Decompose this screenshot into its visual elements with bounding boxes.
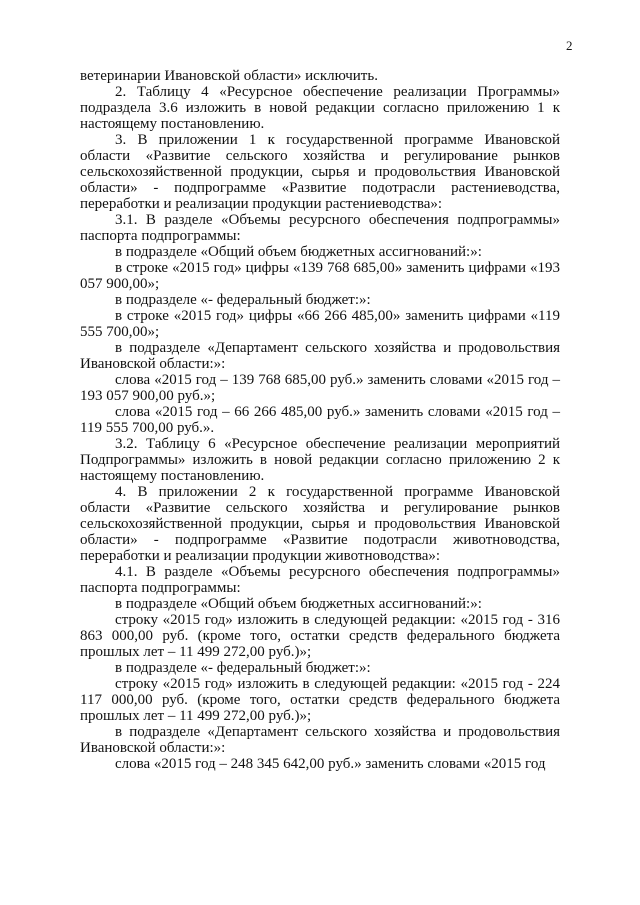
paragraph: в подразделе «Общий объем бюджетных ассигнований:»: bbox=[115, 244, 482, 260]
document-body bbox=[80, 68, 560, 772]
paragraph: строку «2015 год» изложить в следующей редакции: «2015 год - 224 117 000,00 руб. (кроме того, остатки средств федерального бюджета прошлых лет – 11 499 272,00 руб.)»; bbox=[80, 676, 560, 724]
paragraph-item-4: 4. В приложении 2 к государственной программе Ивановской области «Развитие сельского хозяйства и регулирование рынков сельскохозяйственной продукции, сырья и продовольствия Ивановской области» - подпрограмме «Развитие подотрасли животноводства, переработки и реализации продукции животноводства»: bbox=[80, 484, 560, 564]
paragraph: в подразделе «- федеральный бюджет:»: bbox=[115, 292, 371, 308]
paragraph: слова «2015 год – 66 266 485,00 руб.» заменить словами «2015 год – 119 555 700,00 руб.». bbox=[80, 404, 560, 436]
paragraph-item-3-1: 3.1. В разделе «Объемы ресурсного обеспечения подпрограммы» паспорта подпрограммы: bbox=[80, 212, 560, 244]
paragraph: в подразделе «Общий объем бюджетных ассигнований:»: bbox=[115, 596, 482, 612]
paragraph: в подразделе «Департамент сельского хозяйства и продовольствия Ивановской области:»: bbox=[80, 340, 560, 372]
paragraph-item-3: 3. В приложении 1 к государственной программе Ивановской области «Развитие сельского хозяйства и регулирование рынков сельскохозяйственной продукции, сырья и продовольствия Ивановской области» - подпрограмме «Развитие подотрасли растениеводства, переработки и реализации продукции растениеводства»: bbox=[80, 132, 560, 212]
paragraph: строку «2015 год» изложить в следующей редакции: «2015 год - 316 863 000,00 руб. (кроме того, остатки средств федерального бюджета прошлых лет – 11 499 272,00 руб.)»; bbox=[80, 612, 560, 660]
paragraph: слова «2015 год – 248 345 642,00 руб.» заменить словами «2015 год bbox=[115, 756, 546, 772]
page-number: 2 bbox=[566, 38, 573, 53]
paragraph-item-3-2: 3.2. Таблицу 6 «Ресурсное обеспечение реализации мероприятий Подпрограммы» изложить в новой редакции согласно приложению 2 к настоящему постановлению. bbox=[80, 436, 560, 484]
paragraph: в строке «2015 год» цифры «66 266 485,00» заменить цифрами «119 555 700,00»; bbox=[80, 308, 560, 340]
paragraph-continuation: ветеринарии Ивановской области» исключить. bbox=[80, 68, 378, 84]
paragraph: слова «2015 год – 139 768 685,00 руб.» заменить словами «2015 год – 193 057 900,00 руб.»; bbox=[80, 372, 560, 404]
paragraph: в подразделе «- федеральный бюджет:»: bbox=[115, 660, 371, 676]
paragraph-item-2: 2. Таблицу 4 «Ресурсное обеспечение реализации Программы» подраздела 3.6 изложить в новой редакции согласно приложению 1 к настоящему постановлению. bbox=[80, 84, 560, 132]
paragraph: в строке «2015 год» цифры «139 768 685,00» заменить цифрами «193 057 900,00»; bbox=[80, 260, 560, 292]
paragraph-item-4-1: 4.1. В разделе «Объемы ресурсного обеспечения подпрограммы» паспорта подпрограммы: bbox=[80, 564, 560, 596]
paragraph: в подразделе «Департамент сельского хозяйства и продовольствия Ивановской области:»: bbox=[80, 724, 560, 756]
